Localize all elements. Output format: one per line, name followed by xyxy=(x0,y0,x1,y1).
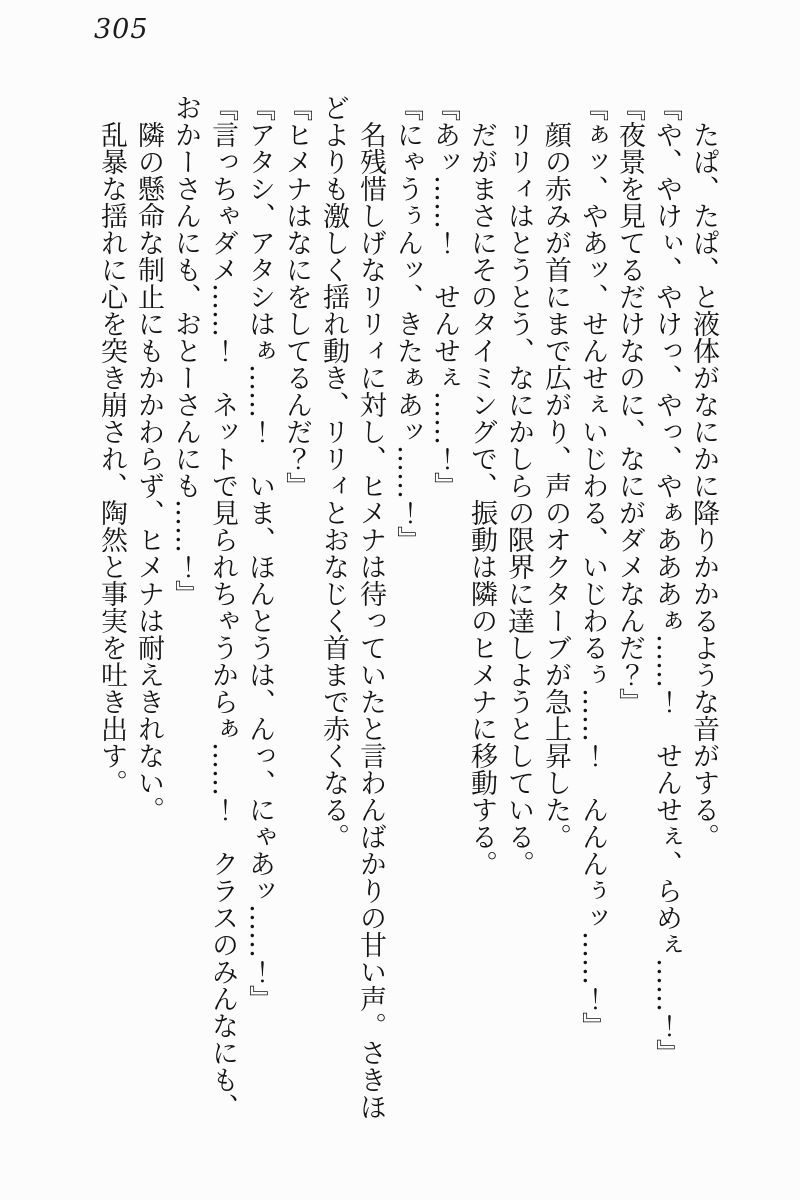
text-line: 『夜景を見てるだけなのに、なにがダメなんだ？』 xyxy=(614,94,645,715)
text-line: 『あッ……！ せんせぇ……！』 xyxy=(429,94,460,499)
text-line: どよりも激しく揺れ動き、リリィとおなじく首まで赤くなる。 xyxy=(318,94,349,850)
text-line: 『アタシ、アタシはぁ……！ いま、ほんとうは、んっ、にゃあッ……！』 xyxy=(244,94,275,1012)
text-line: 名残惜しげなリリィに対し、ヒメナは待っていたと言わんばかりの甘い声。さきほ xyxy=(355,121,386,1120)
text-line: だがまさにそのタイミングで、振動は隣のヒメナに移動する。 xyxy=(466,121,497,877)
text-line: 『言っちゃダメ……！ ネットで見られちゃうからぁ……！ クラスのみんなにも、 xyxy=(207,94,238,1120)
text-line: 乱暴な揺れに心を突き崩され、陶然と事実を吐き出す。 xyxy=(96,121,127,796)
text-line: 『にゃうぅんッ、きたぁあッ……！』 xyxy=(392,94,423,553)
text-block xyxy=(93,94,722,1174)
text-line: 『ぁッ、やあッ、せんせぇいじわる、いじわるぅ……！ んんんぅッ……！』 xyxy=(577,94,608,1039)
page-number: 305 xyxy=(94,14,149,45)
text-line: リリィはとうとう、なにかしらの限界に達しようとしている。 xyxy=(503,121,534,877)
text-line: 顔の赤みが首にまで広がり、声のオクターブが急上昇した。 xyxy=(540,121,571,850)
text-line: 『ヒメナはなにをしてるんだ？』 xyxy=(281,94,312,499)
text-line: おかーさんにも、おとーさんにも……！』 xyxy=(170,94,201,607)
text-line: 『や、やけぃ、やけっ、やっ、やぁあああぁ……！ せんせぇ、らめぇ……！』 xyxy=(651,94,682,1066)
text-line: 隣の懸命な制止にもかかわらず、ヒメナは耐えきれない。 xyxy=(133,121,164,823)
text-line: たぱ、たぱ、と液体がなにかに降りかかるような音がする。 xyxy=(688,121,719,850)
